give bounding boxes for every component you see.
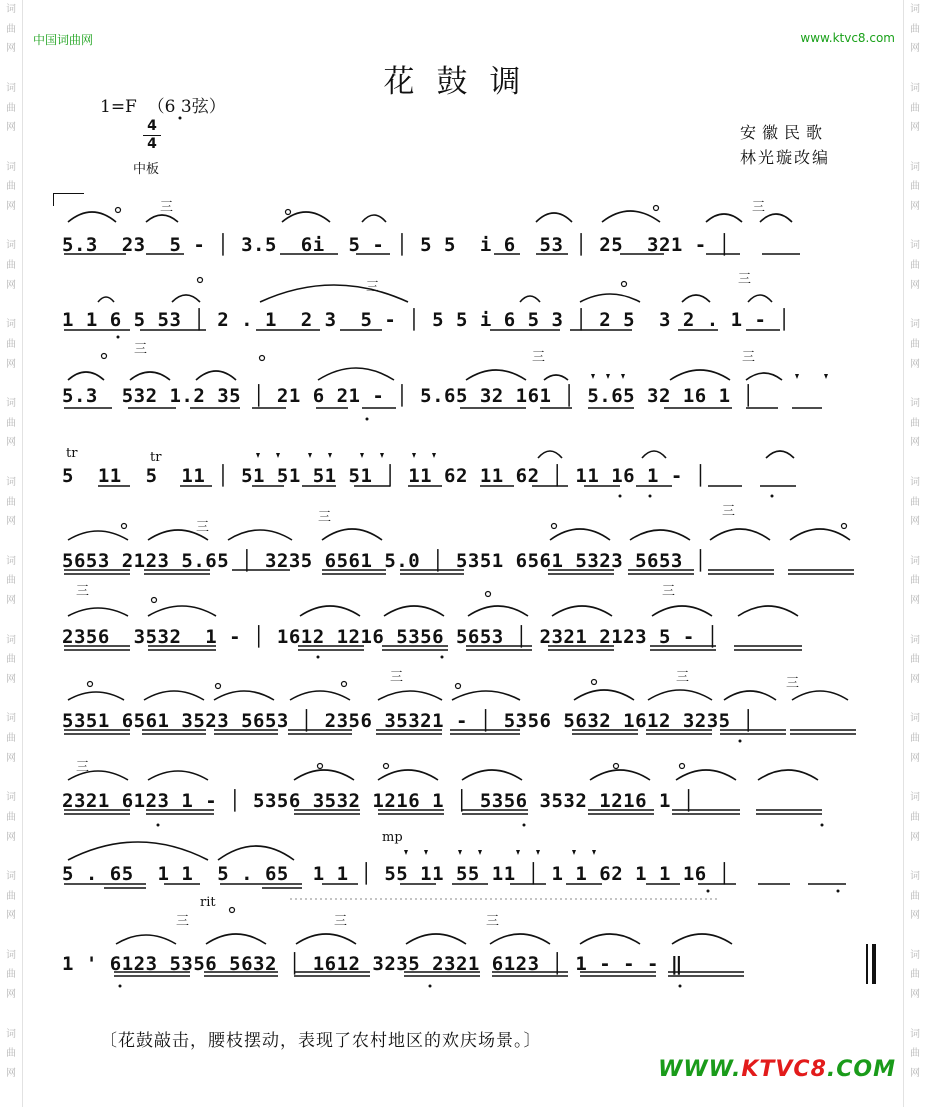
trill-mark-1: tr <box>66 446 78 461</box>
logo-brand: KTVC8 <box>741 1057 827 1082</box>
score-line-6: 2356 3532 1 - │ 1612 1216 5356 5653 │ 2321 2123 5 - │ <box>62 626 719 648</box>
final-barline-thin <box>866 944 868 984</box>
site-logo[interactable] <box>658 1057 896 1082</box>
score-line-5: 5653 2123 5.65 │ 3235 6561 5.0 │ 5351 6561 5323 5653 │ <box>62 550 707 572</box>
site-url-right[interactable]: www.ktvc8.com <box>800 31 895 45</box>
meter-bottom: 4 <box>147 136 157 152</box>
triplet-mark: 三 <box>390 670 404 685</box>
score-line-2: 1 1 6 5 53 │ 2 . 1 2 3 5 - │ 5 5 i 6 5 3 │ 2 5 3 2 . 1 - │ <box>62 309 791 331</box>
meter-top: 4 <box>143 118 161 136</box>
triplet-mark: 三 <box>722 504 736 519</box>
score-line-9: 5 . 65 1 1 5 . 65 1 1 │ 55 11 55 11 │ 1 1 62 1 1 16 │ <box>62 863 731 885</box>
key-signature: 1=F （6 3弦） <box>100 97 226 117</box>
origin-credit: 安徽民歌 <box>740 123 829 142</box>
left-watermark-strip: 词 曲 网 词 曲 网 词 曲 网 词 曲 网 词 曲 网 词 曲 网 词 曲 网 词 曲 网 词 曲 网 词 曲 网 词 曲 网 词 曲 网 词 曲 网 词 曲 网 <box>0 0 23 1107</box>
triplet-mark: 三 <box>532 350 546 365</box>
triplet-mark: 三 <box>742 350 756 365</box>
logo-dot: . <box>826 1057 837 1082</box>
triplet-mark: 三 <box>76 760 90 775</box>
mp-dynamic: mp <box>382 830 403 845</box>
triplet-mark: 三 <box>366 280 380 295</box>
tempo-marking: 中板 <box>133 162 160 177</box>
performance-note: 〔花鼓敲击，腰枝摆动，表现了农村地区的欢庆场景。〕 <box>100 1031 542 1051</box>
triplet-mark: 三 <box>196 520 210 535</box>
score-line-10: 1 ' 6123 5356 5632 │ 1612 3235 2321 6123 │ 1 - - - ‖ <box>62 953 683 975</box>
score-line-1: 5.3 23 5 - │ 3.5 6i 5 - │ 5 5 i 6 53 │ 25 321 - │ <box>62 234 731 256</box>
right-watermark-strip: 词 曲 网 词 曲 网 词 曲 网 词 曲 网 词 曲 网 词 曲 网 词 曲 网 词 曲 网 词 曲 网 词 曲 网 词 曲 网 词 曲 网 词 曲 网 词 曲 网 <box>903 0 926 1107</box>
arranger-credit: 林光璇改编 <box>740 148 831 167</box>
song-title: 花鼓调 <box>383 64 543 100</box>
score-line-8: 2321 6123 1 - │ 5356 3532 1216 1 │ 5356 3532 1216 1 │ <box>62 790 695 812</box>
triplet-mark: 三 <box>662 584 676 599</box>
score-line-4: 5 11 5 11 │ 51 51 51 51 │ 11 62 11 62 │ 11 16 1 - │ <box>62 465 707 487</box>
final-barline-thick <box>872 944 876 984</box>
score-line-3: 5.3 532 1.2 35 │ 21 6 21 - │ 5.65 32 161 │ 5.65 32 16 1 │ <box>62 385 755 407</box>
triplet-mark: 三 <box>676 670 690 685</box>
triplet-mark: 三 <box>160 200 174 215</box>
triplet-mark: 三 <box>318 510 332 525</box>
triplet-mark: 三 <box>134 342 148 357</box>
rit-marking: rit <box>200 895 216 910</box>
site-name-left[interactable]: 中国词曲网 <box>33 33 94 47</box>
triplet-mark: 三 <box>486 914 500 929</box>
trill-mark-2: tr <box>150 450 162 465</box>
triplet-mark: 三 <box>76 584 90 599</box>
triplet-mark: 三 <box>176 914 190 929</box>
logo-www: WWW. <box>658 1057 742 1082</box>
triplet-mark: 三 <box>786 676 800 691</box>
triplet-mark: 三 <box>334 914 348 929</box>
triplet-mark: 三 <box>752 200 766 215</box>
triplet-mark: 三 <box>738 272 752 287</box>
score-line-7: 5351 6561 3523 5653 │ 2356 35321 - │ 5356 5632 1612 3235 │ <box>62 710 755 732</box>
logo-com: COM <box>836 1057 896 1082</box>
